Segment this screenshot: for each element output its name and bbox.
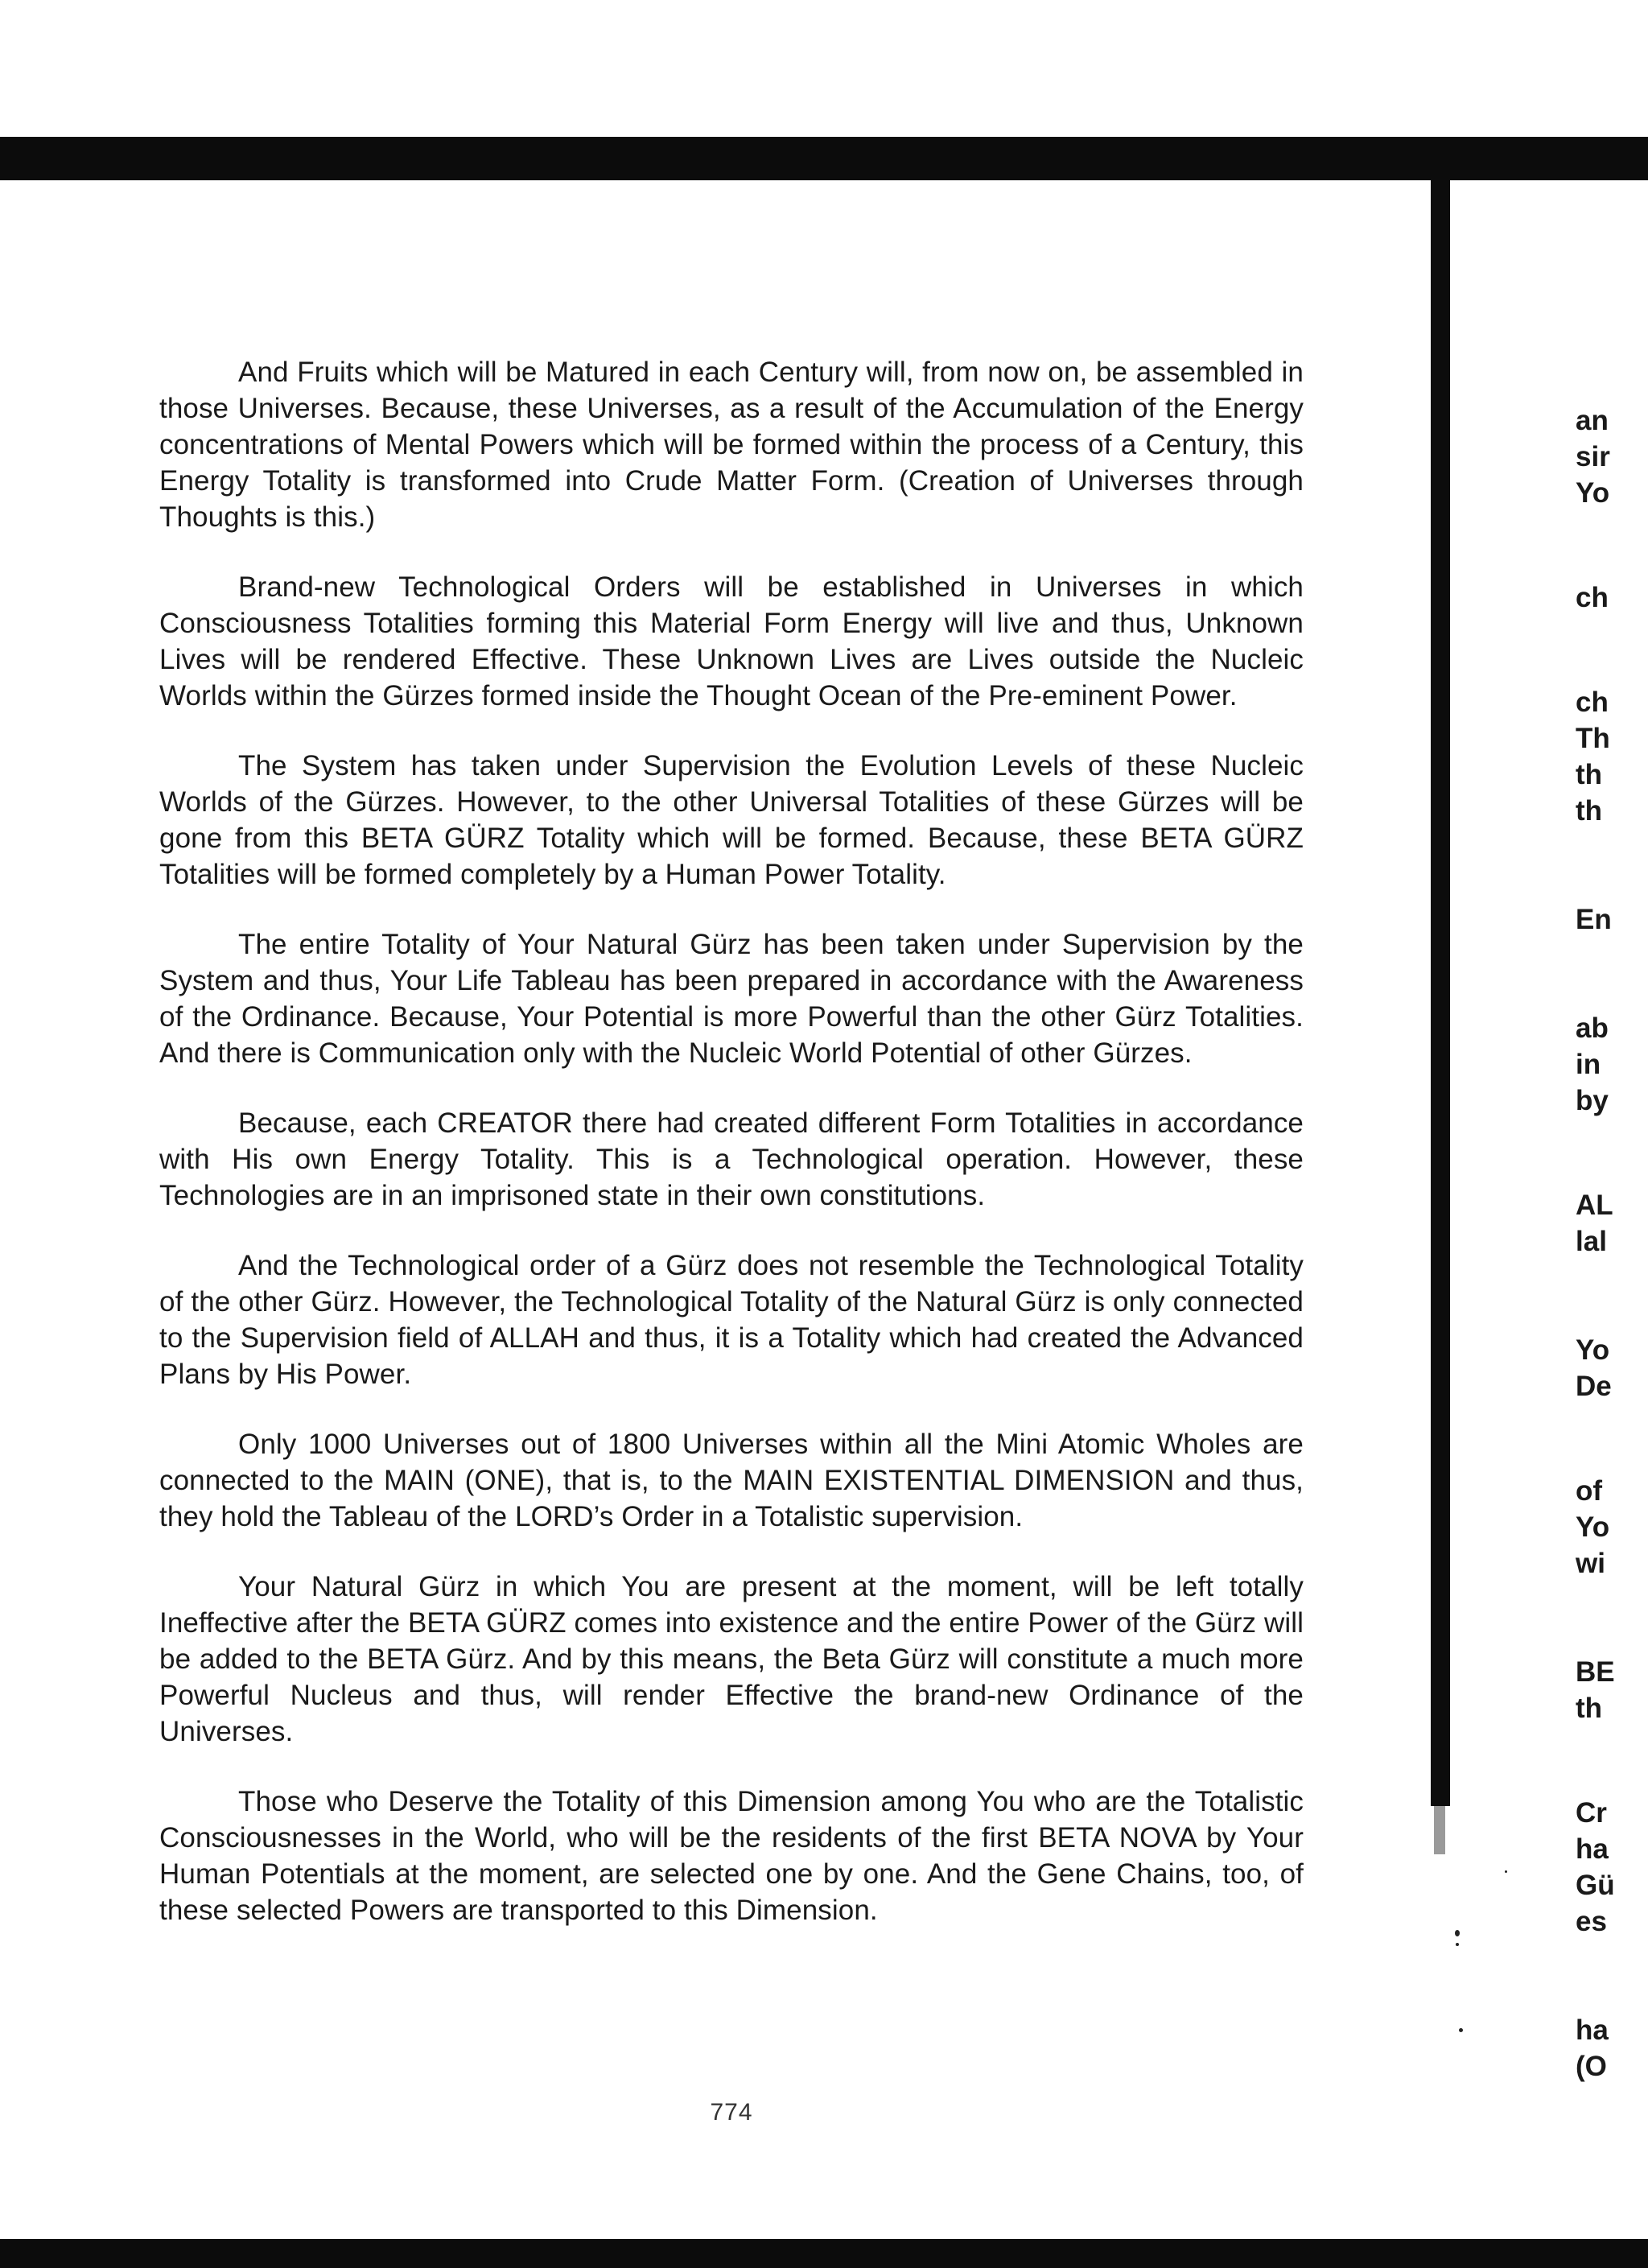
adjacent-page-text-fragment: Gü [1576, 1870, 1615, 1901]
bottom-scan-border [0, 2239, 1648, 2268]
top-scan-border [0, 137, 1648, 180]
adjacent-page-text-fragment: Cr [1576, 1797, 1607, 1829]
adjacent-page-text-fragment: Yo [1576, 1511, 1610, 1543]
adjacent-page-text-fragment: th [1576, 1693, 1603, 1724]
adjacent-page-text-fragment: an [1576, 405, 1609, 436]
adjacent-page-fragment [1576, 354, 1648, 2205]
adjacent-page-text-fragment: th [1576, 795, 1603, 827]
paragraph: Your Natural Gürz in which You are present at the moment, will be left totally Ineffective after the BETA GÜRZ comes into existence and the entire Power of the Gürz will be added to the BETA Gürz. And by this means, the Beta Gürz will constitute a much more Powerful Nucleus and thus, will render Effective the brand-new Ordinance of the Universes. [159, 1571, 1304, 1747]
paragraph: The System has taken under Supervision the Evolution Levels of these Nucleic Worlds of the Gürzes. However, to the other Universal Totalities of these Gürzes will be gone from this BETA GÜRZ Totality which will be formed. Because, these BETA GÜRZ Totalities will be formed completely by a Human Power Totality. [159, 750, 1304, 890]
page-gutter-shadow [1431, 180, 1450, 1806]
adjacent-page-text-fragment: Yo [1576, 477, 1610, 509]
adjacent-page-text-fragment: es [1576, 1906, 1607, 1937]
adjacent-page-text-fragment: of [1576, 1475, 1603, 1507]
adjacent-page-text-fragment: ch [1576, 687, 1609, 718]
paragraph: And the Technological order of a Gürz does not resemble the Technological Totality of the other Gürz. However, the Technological Totality of the Natural Gürz is only connected to the Supervision field of ALLAH and thus, it is a Totality which had created the Advanced Plans by His Power. [159, 1250, 1304, 1390]
adjacent-page-text-fragment: in [1576, 1049, 1601, 1080]
scan-speck [1459, 2028, 1463, 2032]
adjacent-page-text-fragment: AL [1576, 1190, 1613, 1221]
adjacent-page-text-fragment: by [1576, 1085, 1609, 1116]
paragraph: And Fruits which will be Matured in each Century will, from now on, be assembled in those Universes. Because, these Universes, as a result of the Accumulation of the Energy concentrations of Mental Powers which will be formed within the process of a Century, this Energy Totality is transformed into Crude Matter Form. (Creation of Universes through Thoughts is this.) [159, 357, 1304, 533]
adjacent-page-text-fragment: ab [1576, 1012, 1609, 1044]
page-number: 774 [710, 2099, 753, 2126]
adjacent-page-text-fragment: lal [1576, 1226, 1607, 1257]
page-body [159, 354, 1304, 1962]
adjacent-page-text-fragment: th [1576, 759, 1603, 790]
adjacent-page-text-fragment: sir [1576, 441, 1610, 472]
paragraph: Only 1000 Universes out of 1800 Universes within all the Mini Atomic Wholes are connected to the MAIN (ONE), that is, to the MAIN EXISTENTIAL DIMENSION and thus, they hold the Tableau of the LORD’s Order in a Totalistic supervision. [159, 1429, 1304, 1532]
scan-speck [1456, 1943, 1459, 1946]
adjacent-page-text-fragment: Th [1576, 723, 1610, 754]
scan-speck [1455, 1930, 1460, 1936]
adjacent-page-text-fragment: wi [1576, 1548, 1605, 1579]
adjacent-page-text-fragment: (O [1576, 2051, 1607, 2082]
paragraph: Brand-new Technological Orders will be established in Universes in which Consciousness Totalities forming this Material Form Energy will live and thus, Unknown Lives will be rendered Effective. These Unknown Lives are Lives outside the Nucleic Worlds within the Gürzes formed inside the Thought Ocean of the Pre-eminent Power. [159, 571, 1304, 711]
paragraph: Those who Deserve the Totality of this Dimension among You who are the Totalistic Consciousnesses in the World, who will be the residents of the first BETA NOVA by Your Human Potentials at the moment, are selected one by one. And the Gene Chains, too, of these selected Powers are transported to this Dimension. [159, 1786, 1304, 1926]
adjacent-page-text-fragment: BE [1576, 1656, 1615, 1688]
adjacent-page-text-fragment: ha [1576, 1833, 1609, 1865]
paragraph: The entire Totality of Your Natural Gürz has been taken under Supervision by the System and thus, Your Life Tableau has been prepared in accordance with the Awareness of the Ordinance. Because, Your Potential is more Powerful than the other Gürz Totalities. And there is Communication only with the Nucleic World Potential of other Gürzes. [159, 929, 1304, 1069]
adjacent-page-text-fragment: De [1576, 1371, 1612, 1402]
adjacent-page-text-fragment: ch [1576, 582, 1609, 613]
scan-speck [1505, 1870, 1507, 1873]
adjacent-page-text-fragment: Yo [1576, 1334, 1610, 1366]
adjacent-page-text-fragment: En [1576, 904, 1612, 935]
paragraph: Because, each CREATOR there had created different Form Totalities in accordance with His own Energy Totality. This is a Technological operation. However, these Technologies are in an imprisoned state in their own constitutions. [159, 1107, 1304, 1211]
page-gutter-fade [1434, 1806, 1445, 1854]
adjacent-page-text-fragment: ha [1576, 2014, 1609, 2046]
